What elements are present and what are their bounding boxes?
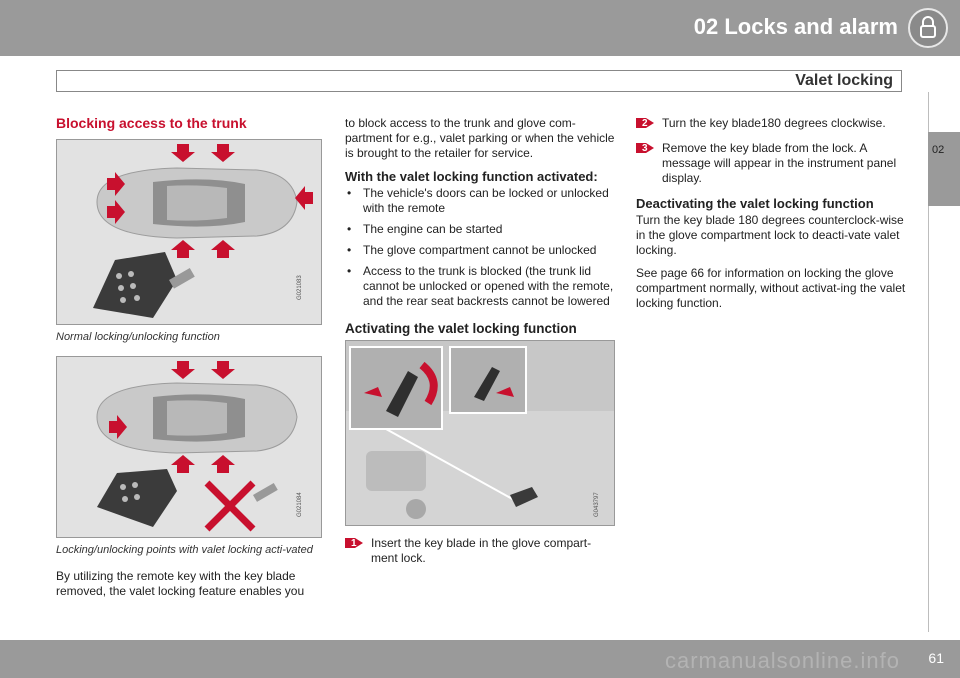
- step-3-text: Remove the key blade from the lock. A message will appear in the instrument panel display.: [662, 141, 897, 185]
- chapter-tab: [928, 132, 960, 206]
- car-topview-illustration-1: [57, 140, 321, 324]
- section-bar: [56, 70, 902, 92]
- figure-code-1: G021083: [297, 275, 303, 300]
- step-3: [636, 141, 912, 186]
- watermark: carmanualsonline.info: [664, 648, 900, 673]
- bullet-list: [345, 186, 615, 309]
- list-item: • Access to the trunk is blocked (the trunk lid cannot be unlocked or opened with the remote, and the rear seat backrests cannot be lowered: [347, 264, 614, 308]
- deactivate-paragraph: Turn the key blade 180 degrees counterclock-wise in the glove compartment lock to deacti-vate valet locking.: [636, 213, 904, 257]
- intro-continued: to block access to the trunk and glove com-partment for e.g., valet parking or when the vehicle is brought to the retailer for service.: [345, 116, 615, 160]
- column-1: [56, 116, 322, 607]
- footer-bar: [0, 640, 960, 678]
- list-item: • The glove compartment cannot be unlocked: [347, 243, 597, 257]
- page-number: 61: [928, 650, 944, 666]
- step-arrow-icon: 2: [636, 116, 654, 130]
- figure-valet-locking: [56, 356, 322, 538]
- step-arrow-icon: 1: [345, 536, 363, 550]
- intro-paragraph: By utilizing the remote key with the key blade removed, the valet locking feature enables you: [56, 569, 305, 598]
- step-arrow-icon: 3: [636, 141, 654, 155]
- section-heading: Blocking access to the trunk: [56, 115, 247, 131]
- figure-code-2: G021084: [297, 492, 303, 517]
- column-3: [636, 116, 912, 319]
- figure-normal-locking: [56, 139, 322, 325]
- subheading-activated: With the valet locking function activated:: [345, 169, 598, 184]
- step-1: [345, 536, 615, 566]
- chapter-tab-label: 02: [932, 144, 945, 156]
- figure-caption-2: Locking/unlocking points with valet locking acti-vated: [56, 544, 313, 556]
- see-page-paragraph: See page 66 for information on locking the glove compartment normally, without activat-ing the valet locking function.: [636, 266, 906, 310]
- step-2: [636, 116, 912, 131]
- step-2-text: Turn the key blade180 degrees clockwise.: [662, 116, 886, 130]
- figure-caption-1: Normal locking/unlocking function: [56, 331, 220, 343]
- header-bar: [0, 0, 960, 56]
- list-item: • The vehicle's doors can be locked or unlocked with the remote: [347, 186, 609, 215]
- glove-compartment-illustration: [346, 341, 614, 525]
- chapter-title: 02 Locks and alarm: [693, 14, 898, 39]
- padlock-icon: [908, 8, 948, 48]
- subheading-deactivating: Deactivating the valet locking function: [636, 196, 874, 211]
- list-item: • The engine can be started: [347, 222, 503, 236]
- column-2: [345, 116, 615, 576]
- car-topview-illustration-2: [57, 357, 321, 537]
- section-title: Valet locking: [795, 72, 893, 89]
- figure-glove-lock: [345, 340, 615, 526]
- figure-code-3: G043797: [594, 492, 600, 517]
- step-1-text: Insert the key blade in the glove compart-ment lock.: [371, 536, 592, 565]
- subheading-activating: Activating the valet locking function: [345, 321, 577, 336]
